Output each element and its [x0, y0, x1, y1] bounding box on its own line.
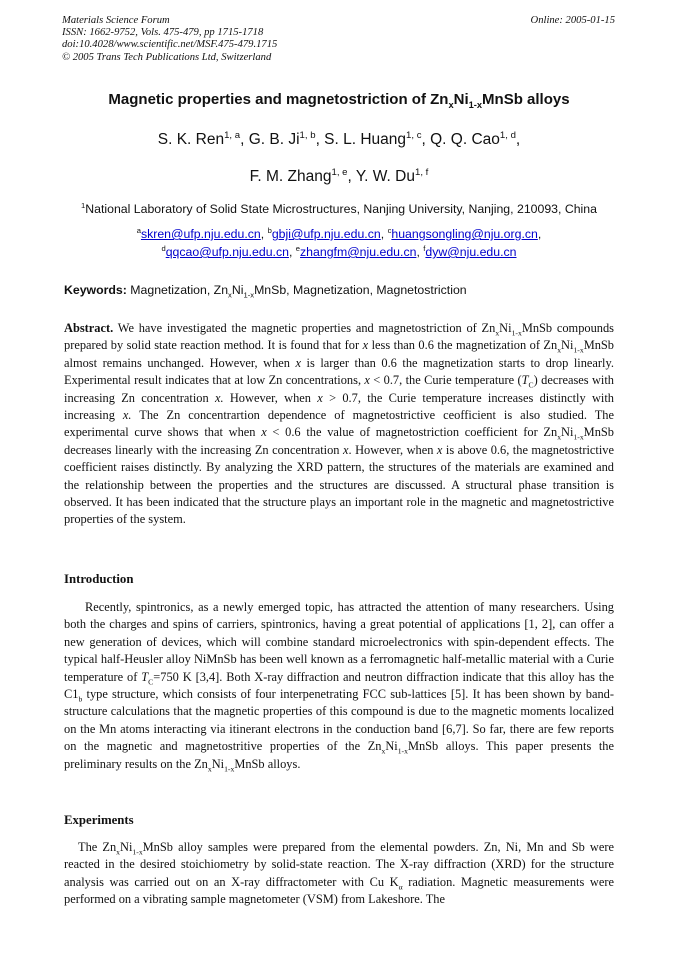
author-line-2: F. M. Zhang$^{1, e}$, Y. W. Du$^{1, f}$: [249, 166, 429, 185]
affiliation: $^1$National Laboratory of Solid State Microstructures, Nanjing University, Nanjing, 210093, China: [81, 200, 597, 216]
journal-copyright: © 2005 Trans Tech Publications Ltd, Switzerland: [62, 51, 272, 63]
email-link-a[interactable]: skren@ufp.nju.edu.cn: [140, 227, 261, 241]
keywords-label: Keywords:: [64, 283, 127, 297]
email-link-f[interactable]: dyw@nju.edu.cn: [425, 245, 517, 259]
journal-name: Materials Science Forum: [62, 15, 170, 26]
email-link-c[interactable]: huangsongling@nju.org.cn: [391, 227, 538, 241]
email-line-1: $^a$skren@ufp.nju.edu.cn, $^b$gbji@ufp.nju.edu.cn, $^c$huangsongling@nju.org.cn,: [136, 225, 542, 241]
email-link-d[interactable]: qqcao@ufp.nju.edu.cn: [165, 245, 289, 259]
online-date: Online: 2005-01-15: [530, 15, 615, 26]
keywords: Keywords: Magnetization, $Zn_xNi_{1-x}MnSb$, Magnetization, Magnetostriction: [64, 283, 467, 300]
introduction-paragraph: Recently, spintronics, as a newly emerged topic, has attracted the attention of many researchers. Using both the charges and spins of carriers, spintronics, having a great potential of applications [1, 2], can offer a new generation of devices, which will combine standard microelectronics with spin-dependent effects. The typical half-Heusler alloy NiMnSb has been well known as a ferromagnetic half-metallic material with a Curie temperature of $T_C=750$ K [3,4]. Both X-ray diffraction and neutron diffraction indicate that this alloy has the $C1_b$ type structure, which consists of four interpenetrating FCC sub-lattices [5]. It has been shown by band-structure calculations that the magnetic properties of this compound is due to the magnetic moments localized on the Mn atoms interacting via itinerant electrons in the conduction band [6,7]. So far, there are few reports on the magnetic and magnetostritive properties of the $Zn_xNi_{1-x}MnSb$ alloys. This paper presents the preliminary results on the $Zn_xNi_{1-x}MnSb$ alloys.: [64, 600, 614, 774]
email-link-b[interactable]: gbji@ufp.nju.edu.cn: [271, 227, 381, 241]
experiments-heading: Experiments: [64, 813, 134, 827]
abstract-paragraph: Abstract. We have investigated the magnetic properties and magnetostriction of $Zn_xNi_{1-x}MnSb$ compounds prepared by solid state reaction method. It is found that for x less than 0.6 the magnetization of $Zn_xNi_{1-x}MnSb$ almost remains unchanged. However, when x is larger than 0.6 the magnetization starts to drop linearly. Experimental result indicates that at low Zn concentrations, x < 0.7, the Curie temperature $(T_C)$ decreases with increasing Zn concentration x. However, when x > 0.7, the Curie temperature increases distinctly with increasing x. The Zn concentrartion dependence of magnetostrictive ceofficient is also studied. The experimental curve shows that when x < 0.6 the value of magnetostriction coefficient for $Zn_xNi_{1-x}MnSb$ decreases linearly with the increasing Zn concentration x. However, when x is above 0.6, the magnetostrictive coefficient raises distinctly. By analyzing the XRD pattern, the structures of the materials are examined and the relationship between the properties and the structures are discussed. A structural phase transition is observed. It has been indicated that the structure plays an important role in the magnetic and magnetostrictive properties of the system.: [64, 321, 615, 527]
introduction-heading: Introduction: [64, 572, 134, 586]
journal-issn: ISSN: 1662-9752, Vols. 475-479, pp 1715-1718: [62, 27, 264, 39]
email-line-2: $^d$qqcao@ufp.nju.edu.cn, $^e$zhangfm@nju.edu.cn, $^f$dyw@nju.edu.cn: [161, 243, 517, 259]
journal-doi: doi:10.4028/www.scientific.net/MSF.475-479.1715: [62, 39, 278, 51]
paper-title: Magnetic properties and magnetostriction of $Zn_xNi_{1-x}MnSb$ alloys: [108, 91, 570, 110]
author-line-1: S. K. Ren$^{1, a}$, G. B. Ji$^{1, b}$, S. L. Huang$^{1, c}$, Q. Q. Cao$^{1, d}$,: [157, 129, 521, 148]
email-link-e[interactable]: zhangfm@nju.edu.cn: [300, 245, 417, 259]
journal-header: [62, 15, 277, 64]
abstract-label: Abstract.: [64, 321, 114, 335]
experiments-paragraph: The $Zn_xNi_{1-x}MnSb$ alloy samples were prepared from the elemental powders. Zn, Ni, Mn and Sb were reacted in the desired stoichiometry by solid-state reaction. The X-ray diffraction (XRD) for the structure analysis was carried out on an X-ray diffractometer with Cu $K_\alpha$ radiation. Magnetic measurements were performed on a vibrating sample magnetometer (VSM) from Lakeshore. The: [64, 840, 614, 907]
